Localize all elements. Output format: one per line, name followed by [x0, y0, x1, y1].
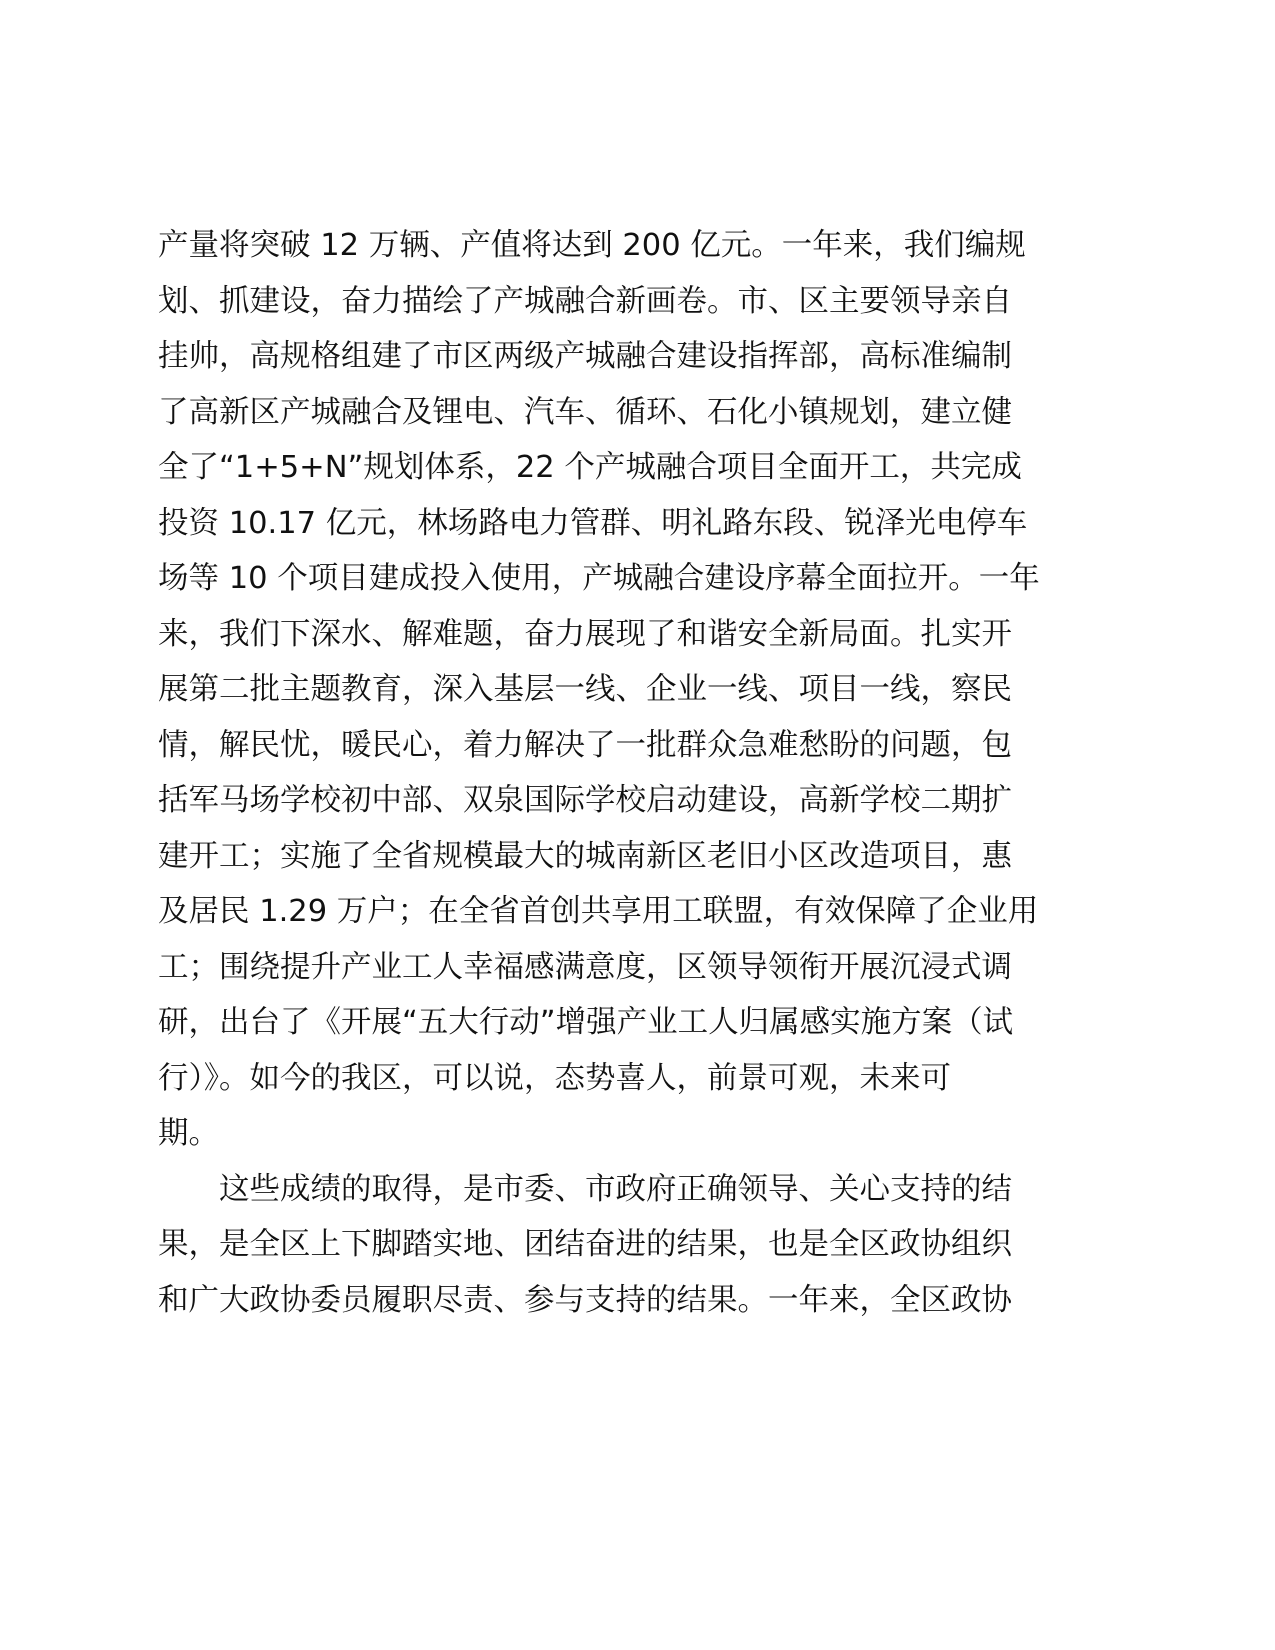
- body-text: [158, 218, 1118, 1328]
- text-line: 和广大政协委员履职尽责、参与支持的结果。一年来，全区政协: [158, 1282, 1012, 1318]
- text-line: 括军马场学校初中部、双泉国际学校启动建设，高新学校二期扩: [158, 783, 1012, 818]
- text-line: 产量将突破 12 万辆、产值将达到 200 亿元。一年来，我们编规: [158, 228, 1026, 263]
- text-line: 这些成绩的取得，是市委、市政府正确领导、关心支持的结: [219, 1171, 1012, 1207]
- text-line: 工；围绕提升产业工人幸福感满意度，区领导领衔开展沉浸式调: [158, 949, 1012, 985]
- text-line: 全了“1+5+N”规划体系，22 个产城融合项目全面开工，共完成: [158, 450, 1022, 485]
- text-line: 果，是全区上下脚踏实地、团结奋进的结果，也是全区政协组织: [158, 1227, 1012, 1262]
- text-line: 研，出台了《开展“五大行动”增强产业工人归属感实施方案（试: [158, 1005, 1014, 1040]
- text-line: 建开工；实施了全省规模最大的城南新区老旧小区改造项目，惠: [158, 838, 1012, 874]
- text-line: 挂帅，高规格组建了市区两级产城融合建设指挥部，高标准编制: [158, 339, 1012, 374]
- text-line: 投资 10.17 亿元，林场路电力管群、明礼路东段、锐泽光电停车: [158, 505, 1028, 541]
- paragraph-2: [158, 1162, 1118, 1329]
- text-line: 期。: [158, 1116, 219, 1151]
- paragraph-1: [158, 218, 1118, 1162]
- text-line: 情，解民忧，暖民心，着力解决了一批群众急难愁盼的问题，包: [158, 727, 1012, 763]
- text-line: 了高新区产城融合及锂电、汽车、循环、石化小镇规划，建立健: [158, 394, 1012, 430]
- text-line: 场等 10 个项目建成投入使用，产城融合建设序幕全面拉开。一年: [158, 561, 1040, 596]
- text-line: 及居民 1.29 万户；在全省首创共享用工联盟，有效保障了企业用: [158, 894, 1039, 929]
- text-line: 来，我们下深水、解难题，奋力展现了和谐安全新局面。扎实开: [158, 616, 1012, 652]
- text-line: 行）》。如今的我区，可以说，态势喜人，前景可观，未来可: [158, 1060, 951, 1096]
- text-line: 展第二批主题教育，深入基层一线、企业一线、项目一线，察民: [158, 672, 1012, 707]
- text-line: 划、抓建设，奋力描绘了产城融合新画卷。市、区主要领导亲自: [158, 283, 1012, 319]
